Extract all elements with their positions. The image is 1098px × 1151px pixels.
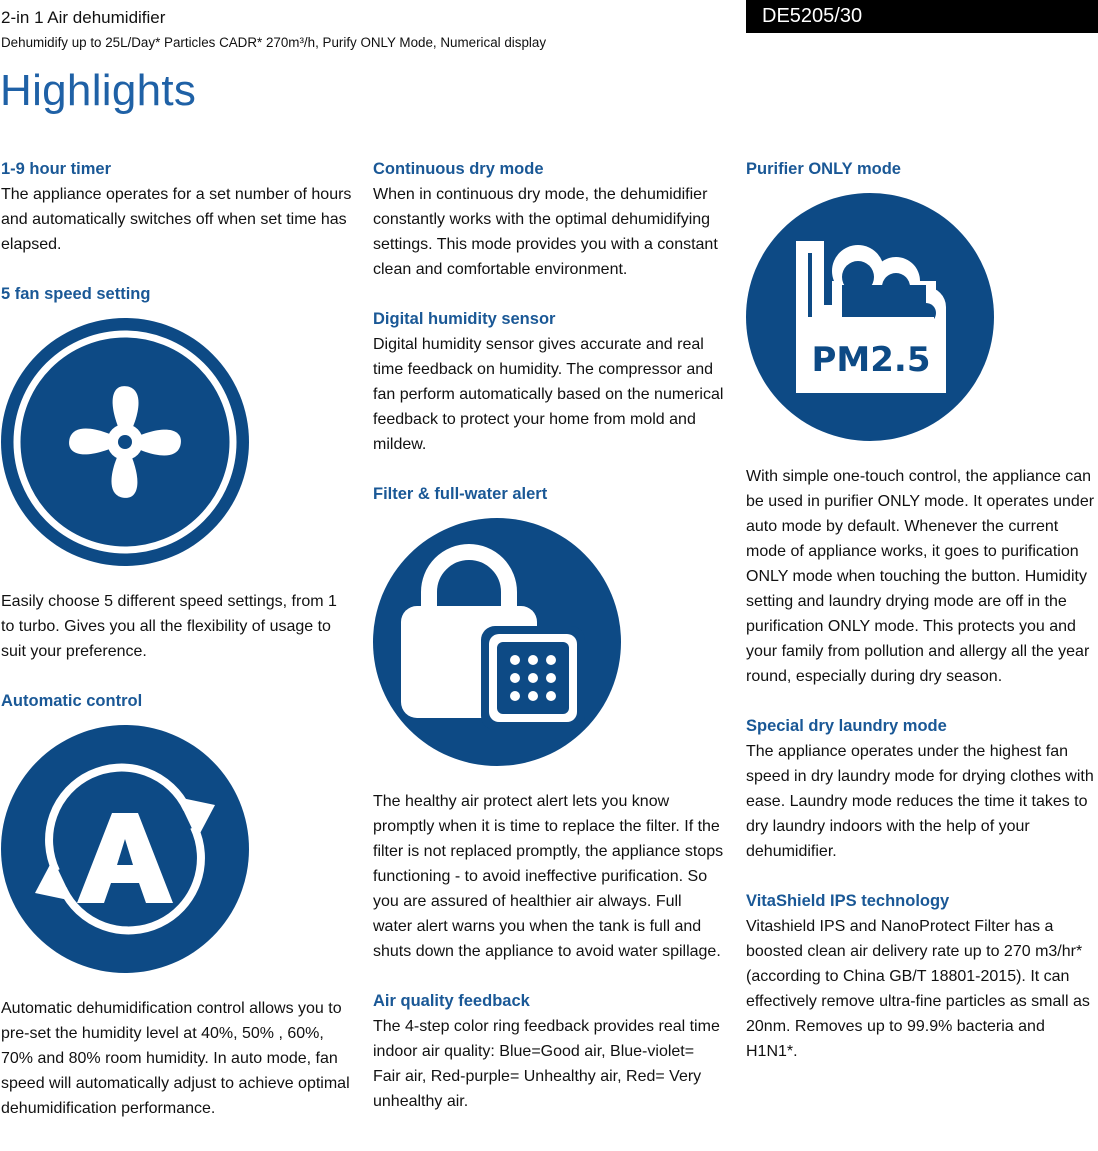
feature-humidity-sensor xyxy=(373,307,725,457)
feature-title: 1-9 hour timer xyxy=(1,160,112,178)
feature-title: Filter & full-water alert xyxy=(373,485,548,503)
feature-title: Digital humidity sensor xyxy=(373,310,556,328)
fan-icon xyxy=(1,318,249,566)
feature-vitashield xyxy=(746,889,1098,1064)
column-1 xyxy=(1,157,353,1146)
feature-title: Special dry laundry mode xyxy=(746,717,947,735)
feature-filter-alert xyxy=(373,482,725,964)
feature-text: Easily choose 5 different speed settings, from 1 to turbo. Gives you all the flexibility of usage to suit your preference. xyxy=(1,593,337,660)
feature-title: 5 fan speed setting xyxy=(1,285,151,303)
feature-title: Automatic control xyxy=(1,692,143,710)
feature-text: The 4-step color ring feedback provides real time indoor air quality: Blue=Good air, Blue-violet= Fair air, Red-purple= Unhealthy air, Red= Very unhealthy air. xyxy=(373,1018,720,1110)
feature-title: Air quality feedback xyxy=(373,992,530,1010)
feature-text: Digital humidity sensor gives accurate and real time feedback on humidity. The compressor and fan perform automatically based on the numerical feedback to protect your home from mold and mildew. xyxy=(373,336,724,453)
column-3 xyxy=(746,157,1098,1089)
feature-automatic-control xyxy=(1,689,353,1121)
feature-text: The appliance operates for a set number of hours and automatically switches off when set time has elapsed. xyxy=(1,186,352,253)
factory-pm25-icon xyxy=(746,193,994,441)
feature-air-quality xyxy=(373,989,725,1114)
feature-dry-laundry xyxy=(746,714,1098,864)
model-badge: DE5205/30 xyxy=(746,0,1098,33)
feature-title: VitaShield IPS technology xyxy=(746,892,950,910)
feature-purifier-only xyxy=(746,157,1098,689)
product-title: 2-in 1 Air dehumidifier xyxy=(1,8,166,27)
feature-text: The appliance operates under the highest fan speed in dry laundry mode for drying clothes with ease. Laundry mode reduces the time it takes to dry laundry indoors with the help of your dehumidifier. xyxy=(746,743,1094,860)
feature-title: Continuous dry mode xyxy=(373,160,544,178)
feature-timer xyxy=(1,157,353,257)
feature-text: With simple one-touch control, the appliance can be used in purifier ONLY mode. It operates under auto mode by default. Whenever the current mode of appliance works, it goes to purification ONLY mode when touching the button. Humidity setting and laundry drying mode are off in the purification ONLY mode. This protects you and your family from pollution and allergy all the year round, especially during dry season. xyxy=(746,468,1095,685)
feature-text: When in continuous dry mode, the dehumidifier constantly works with the optimal dehumidifying settings. This mode provides you with a constant clean and comfortable environment. xyxy=(373,186,718,278)
column-2 xyxy=(373,157,725,1139)
feature-continuous-dry xyxy=(373,157,725,282)
feature-text: Automatic dehumidification control allows you to pre-set the humidity level at 40%, 50% , 60%, 70% and 80% room humidity. In auto mode, fan speed will automatically adjust to achieve optimal dehumidification performance. xyxy=(1,1000,350,1117)
feature-title: Purifier ONLY mode xyxy=(746,160,901,178)
feature-text: Vitashield IPS and NanoProtect Filter has a boosted clean air delivery rate up to 270 m3/hr* (according to China GB/T 18801-2015). It can effectively remove ultra-fine particles as small as 20nm. Removes up to 99.9% bacteria and H1N1*. xyxy=(746,918,1090,1060)
product-subtitle: Dehumidify up to 25L/Day* Particles CADR* 270m³/h, Purify ONLY Mode, Numerical display xyxy=(1,35,547,50)
page-title: Highlights xyxy=(0,66,197,115)
pm25-label: PM2.5 xyxy=(811,340,931,380)
auto-mode-icon xyxy=(1,725,249,973)
lock-filter-icon xyxy=(373,518,621,766)
feature-text: The healthy air protect alert lets you know promptly when it is time to replace the filter. If the filter is not replaced promptly, the appliance stops functioning - to avoid ineffective purification. So you are assured of healthier air always. Full water alert warns you when the tank is full and shuts down the appliance to avoid water spillage. xyxy=(373,793,724,960)
feature-fan-speed xyxy=(1,282,353,664)
